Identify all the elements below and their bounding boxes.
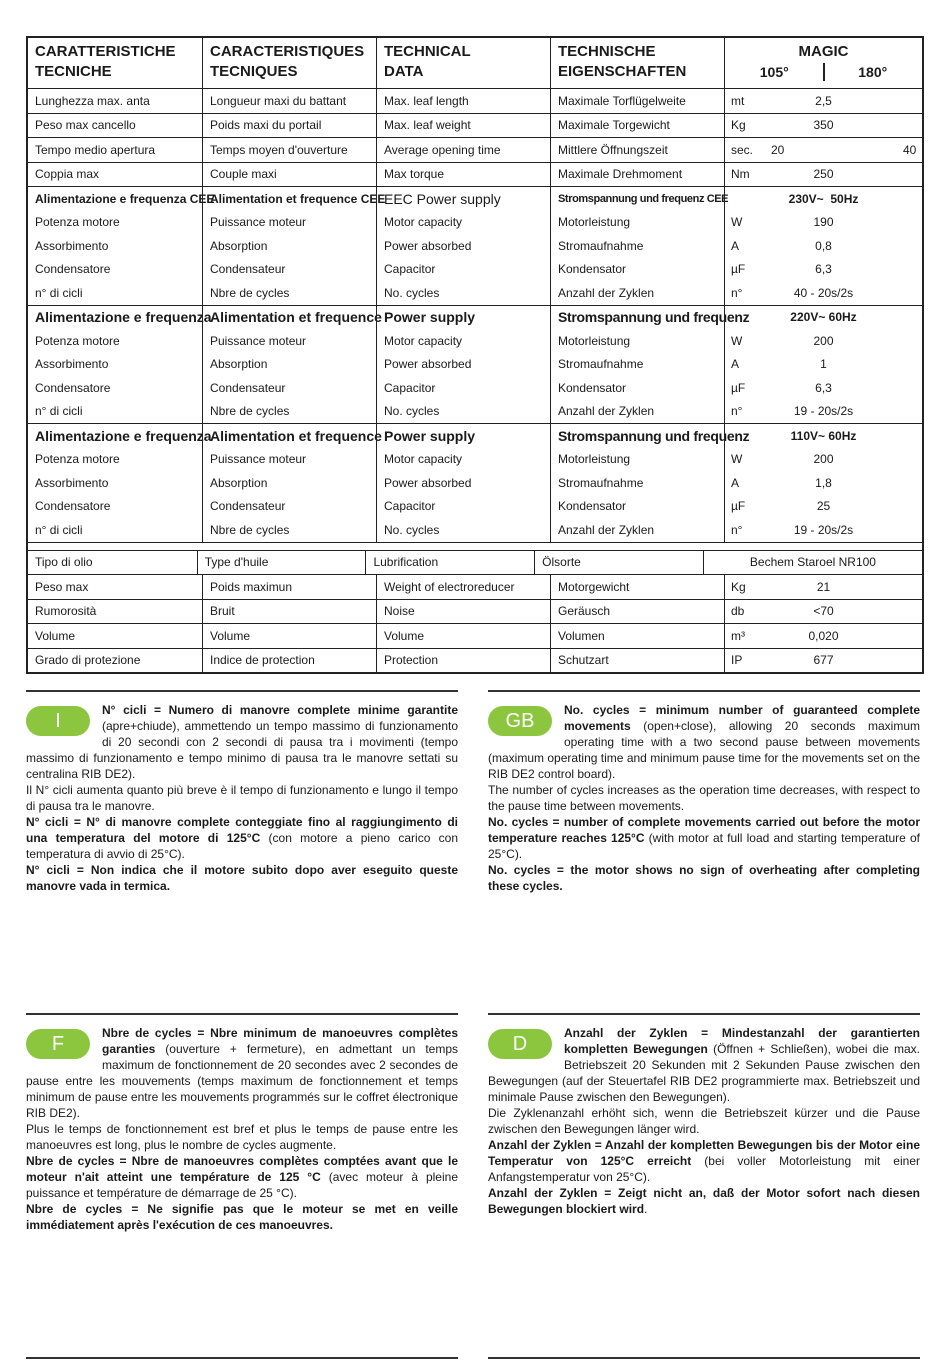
cell-de: Stromaufnahme (550, 353, 724, 377)
cell-it: Condensatore (35, 499, 111, 514)
section-title-de: Stromspannung und frequenz CEE (550, 187, 724, 211)
table-row (28, 574, 922, 599)
table-row (28, 400, 922, 424)
language-badge: F (26, 1029, 90, 1059)
cell-it: Assorbimento (35, 475, 109, 490)
table-row (28, 88, 922, 113)
cell-unit: µF (731, 499, 746, 514)
header-fr (202, 38, 376, 88)
cell-de: Maximale Torflügelweite (550, 89, 724, 113)
cell-unit: µF (731, 380, 746, 395)
cell-value: 350 (813, 118, 834, 133)
cell-it: Condensatore (35, 262, 111, 277)
cell-value: 40 - 20s/2s (793, 285, 854, 300)
cell-fr: Condensateur (202, 376, 376, 400)
cell-en: Weight of electroreducer (376, 575, 550, 599)
note-p4-tail: . (644, 1202, 648, 1216)
header-it (28, 38, 202, 88)
cell-value: 200 (813, 452, 834, 467)
header-en (376, 38, 550, 88)
header-en-line1: TECHNICAL (384, 43, 471, 60)
cell-en: No. cycles (376, 281, 550, 305)
section-title-it: Alimentazione e frequenza (35, 309, 212, 326)
cell-value: 200 (813, 333, 834, 348)
language-badge: GB (488, 706, 552, 736)
magic-variants (725, 62, 922, 82)
table-row (28, 211, 922, 235)
note-p3-bold: No. cycles = number of complete movements carried out before the motor temperature reaches 125°C (488, 815, 920, 845)
cell-value: 0,020 (808, 628, 839, 643)
cell-value: 1 (820, 357, 827, 372)
section-title-en: Power supply (376, 424, 550, 448)
note-p1-text: (open+close), allowing 20 seconds maximum operating time with a two second pause between movements (maximum operating time and minimum pause time for the movements set on the RIB DE2 control board). (488, 719, 920, 781)
table-row (28, 281, 922, 305)
bottom-rule-right (488, 1357, 920, 1359)
note-top-rule (26, 1013, 458, 1015)
cell-value: 19 - 20s/2s (793, 404, 854, 419)
cell-unit: Kg (731, 118, 746, 133)
cell-it: Peso max (35, 579, 89, 594)
header-fr-line2: TECNIQUES (210, 63, 298, 80)
cell-unit: Nm (731, 167, 750, 182)
cell-en: Motor capacity (376, 448, 550, 472)
cell-fr: Bruit (202, 600, 376, 624)
cell-fr: Puissance moteur (202, 211, 376, 235)
note-paragraph-3 (488, 1137, 920, 1185)
cell-en: Average opening time (376, 138, 550, 162)
cell-de: Mittlere Öffnungszeit (550, 138, 724, 162)
note-paragraph-3 (488, 814, 920, 862)
cell-it: Potenza motore (35, 215, 120, 230)
cell-de: Kondensator (550, 495, 724, 519)
cell-it: Assorbimento (35, 238, 109, 253)
header-de-line2: EIGENSCHAFTEN (558, 63, 687, 80)
cell-it: n° di cicli (35, 285, 83, 300)
cell-en: Motor capacity (376, 211, 550, 235)
variant-180: 180° (858, 64, 888, 80)
cell-it: Condensatore (35, 380, 111, 395)
note-paragraph-1 (26, 1025, 458, 1121)
cell-unit: db (731, 604, 745, 619)
cell-en: Protection (376, 649, 550, 673)
note-p1-bold: Anzahl der Zyklen = Mindestanzahl der garantierten kompletten Bewegungen (564, 1026, 920, 1056)
section-title-en: Power supply (376, 306, 550, 330)
cell-fr: Longueur maxi du battant (202, 89, 376, 113)
table-row (28, 518, 922, 542)
cell-fr: Nbre de cycles (202, 518, 376, 542)
cell-fr: Absorption (202, 234, 376, 258)
table-section-header (28, 305, 922, 330)
cell-en: Power absorbed (376, 234, 550, 258)
note-paragraph-4 (26, 862, 458, 894)
cell-de: Maximale Drehmoment (550, 163, 724, 187)
cell-fr: Condensateur (202, 495, 376, 519)
cell-en: Noise (376, 600, 550, 624)
table-row (28, 448, 922, 472)
cell-unit: W (731, 452, 743, 467)
cell-unit: A (731, 238, 740, 253)
section-title-fr: Alimentation et frequence (202, 424, 376, 448)
cell-unit: W (731, 215, 743, 230)
magic-title: MAGIC (798, 43, 849, 60)
table-row (28, 258, 922, 282)
cell-de: Anzahl der Zyklen (550, 281, 724, 305)
header-it-line2: TECNICHE (35, 63, 112, 80)
spec-table (26, 36, 924, 674)
cell-unit: n° (731, 285, 743, 300)
note-p1-text: (Öffnen + Schließen), wobei die max. Betriebszeit 20 Sekunden mit 2 Sekunden Pause zwischen den Bewegungen (auf der Steuertafel RIB DE2 programmierte max. Betriebszeit und minimale Pause zwischen den Bewegungen). (488, 1042, 920, 1104)
header-de (550, 38, 724, 88)
variant-105: 105° (759, 64, 789, 80)
note-paragraph-2: Die Zyklenanzahl erhöht sich, wenn die Betriebszeit kürzer und die Pause zwischen den Bewegungen länger wird. (488, 1106, 920, 1136)
cell-fr: Absorption (202, 353, 376, 377)
cell-value: 677 (813, 653, 834, 668)
cell-value: 1,8 (815, 475, 832, 490)
header-de-line1: TECHNISCHE (558, 43, 656, 60)
note-p4-bold: Nbre de cycles = Ne signifie pas que le moteur se met en veille immédiatement après l'exécution de ces manoeuvres. (26, 1202, 458, 1232)
cell-unit: n° (731, 522, 743, 537)
table-row (28, 162, 922, 187)
cell-de: Anzahl der Zyklen (550, 400, 724, 424)
cell-value: 250 (813, 167, 834, 182)
cell-de: Volumen (550, 624, 724, 648)
note-paragraph-4 (488, 1185, 920, 1217)
cell-unit: n° (731, 404, 743, 419)
note-top-rule (488, 690, 920, 692)
cell-de: Schutzart (550, 649, 724, 673)
cell-de: Motorleistung (550, 211, 724, 235)
note-p4-bold: No. cycles = the motor shows no sign of overheating after completing these cycles. (488, 863, 920, 893)
cell-fr: Indice de protection (202, 649, 376, 673)
cell-it: Grado di protezione (35, 653, 141, 668)
table-row (28, 353, 922, 377)
table-row (28, 234, 922, 258)
cell-de: Stromaufnahme (550, 234, 724, 258)
section-title-en: EEC Power supply (376, 187, 550, 211)
table-row (28, 623, 922, 648)
note-paragraph-3 (26, 1153, 458, 1201)
language-badge: D (488, 1029, 552, 1059)
note-paragraph-1 (26, 702, 458, 782)
table-row (28, 113, 922, 138)
note-p3-bold: Nbre de cycles = Nbre de manoeuvres complètes comptées avant que le moteur n'ait atteint une température de 125 °C (26, 1154, 458, 1184)
note-p1-bold: Nbre de cycles = Nbre minimum de manoeuvres complètes garanties (102, 1026, 458, 1056)
table-row (28, 329, 922, 353)
cell-unit: Kg (731, 579, 746, 594)
cell-fr: Type d'huile (197, 551, 366, 575)
cell-it: Peso max cancello (35, 118, 136, 133)
table-row (28, 471, 922, 495)
note-p1-bold: N° cicli = Numero di manovre complete minime garantite (102, 703, 458, 717)
cell-de: Motorleistung (550, 329, 724, 353)
cell-de: Maximale Torgewicht (550, 114, 724, 138)
table-header (28, 38, 922, 88)
cell-it: Volume (35, 628, 76, 643)
table-row (28, 137, 922, 162)
cell-unit: A (731, 357, 740, 372)
cell-value: 6,3 (815, 262, 832, 277)
cell-fr: Couple maxi (202, 163, 376, 187)
cell-fr: Nbre de cycles (202, 400, 376, 424)
cell-de: Ölsorte (534, 551, 703, 575)
cell-de: Anzahl der Zyklen (550, 518, 724, 542)
cell-it: Lunghezza max. anta (35, 93, 150, 108)
cell-it: Tipo di olio (35, 555, 93, 570)
cell-it: Tempo medio apertura (35, 142, 156, 157)
cell-en: No. cycles (376, 400, 550, 424)
section-supply-value: 220V~ 60Hz (790, 310, 857, 325)
note-paragraph-3 (26, 814, 458, 862)
note-paragraph-2: Il N° cicli aumenta quanto più breve è il tempo di funzionamento e lungo il tempo di pausa tra le manovre. (26, 783, 458, 813)
cell-unit: mt (731, 93, 745, 108)
table-row (28, 648, 922, 673)
cell-value: Bechem Staroel NR100 (749, 555, 876, 570)
note-paragraph-2: Plus le temps de fonctionnement est bref et plus le temps de pause entre les manoeuvres est long, plus le nombre de cycles augmente. (26, 1122, 458, 1152)
note-paragraph-4 (26, 1201, 458, 1233)
section-title-it: Alimentazione e frequenza (35, 427, 212, 444)
cell-en: Motor capacity (376, 329, 550, 353)
table-row (28, 599, 922, 624)
cell-value: 2,5 (815, 93, 832, 108)
language-badge: I (26, 706, 90, 736)
cell-fr: Temps moyen d'ouverture (202, 138, 376, 162)
cell-unit: m³ (731, 628, 745, 643)
cell-value: 6,3 (815, 380, 832, 395)
cell-fr: Absorption (202, 471, 376, 495)
section-supply-value: 230V~ 50Hz (788, 191, 859, 206)
cell-value: 21 (816, 579, 831, 594)
cell-value: 19 - 20s/2s (793, 522, 854, 537)
note-paragraph-4 (488, 862, 920, 894)
cell-it: Potenza motore (35, 333, 120, 348)
header-fr-line1: CARACTERISTIQUES (210, 43, 365, 60)
cell-en: Max. leaf length (376, 89, 550, 113)
note-paragraph-1 (488, 1025, 920, 1105)
cell-de: Motorgewicht (550, 575, 724, 599)
cell-value: <70 (813, 604, 834, 619)
cell-it: Rumorosità (35, 604, 97, 619)
section-supply-value: 110V~ 60Hz (790, 428, 857, 443)
note-p3-text: (with motor at full load and starting temperature of 25°C). (488, 831, 920, 861)
cell-en: Capacitor (376, 376, 550, 400)
cell-en: Power absorbed (376, 353, 550, 377)
note-p3-bold: Anzahl der Zyklen = Anzahl der kompletten Bewegungen bis der Motor eine Temperatur von 125°C erreicht (488, 1138, 920, 1168)
cell-it: n° di cicli (35, 522, 83, 537)
note-p4-bold: N° cicli = Non indica che il motore subito dopo aver eseguito queste manovre vada in termica. (26, 863, 458, 893)
table-row (28, 550, 922, 575)
note-p1-bold: No. cycles = minimum number of guaranteed complete movements (564, 703, 920, 733)
table-section-header (28, 186, 922, 211)
note-p4-bold: Anzahl der Zyklen = Zeigt nicht an, daß der Motor sofort nach diesen Bewegungen blockiert wird (488, 1186, 920, 1216)
cell-value-180: 40 (903, 142, 917, 157)
cell-value-105: 20 (771, 142, 785, 157)
note-p3-text: (avec moteur à pleine puissance et température de démarrage de 25 °C). (26, 1170, 458, 1200)
cell-de: Stromaufnahme (550, 471, 724, 495)
cell-fr: Puissance moteur (202, 448, 376, 472)
cell-it: Coppia max (35, 167, 100, 182)
header-magic (724, 38, 922, 88)
table-section-header (28, 423, 922, 448)
cell-en: Max torque (376, 163, 550, 187)
note-paragraph-1 (488, 702, 920, 782)
section-title-de: Stromspannung und frequenz (550, 424, 724, 448)
note-p3-text: (con motore a pieno carico con temperatura di avvio di 25°C). (26, 831, 458, 861)
note-top-rule (488, 1013, 920, 1015)
note-top-rule (26, 690, 458, 692)
cell-en: Capacitor (376, 258, 550, 282)
table-row (28, 376, 922, 400)
cell-de: Kondensator (550, 376, 724, 400)
cell-de: Geräusch (550, 600, 724, 624)
header-en-line2: DATA (384, 63, 424, 80)
cell-fr: Poids maxi du portail (202, 114, 376, 138)
cell-it: n° di cicli (35, 404, 83, 419)
cell-unit: µF (731, 262, 746, 277)
cell-en: Max. leaf weight (376, 114, 550, 138)
cell-value: 190 (813, 215, 834, 230)
cell-unit: sec. (731, 142, 754, 157)
cell-fr: Nbre de cycles (202, 281, 376, 305)
header-it-line1: CARATTERISTICHE (35, 43, 176, 60)
cell-value: 0,8 (815, 238, 832, 253)
table-row (28, 495, 922, 519)
cell-en: Capacitor (376, 495, 550, 519)
cell-fr: Poids maximun (202, 575, 376, 599)
section-title-de: Stromspannung und frequenz (550, 306, 724, 330)
cell-de: Motorleistung (550, 448, 724, 472)
cell-it: Potenza motore (35, 452, 120, 467)
cell-en: Volume (376, 624, 550, 648)
cell-en: No. cycles (376, 518, 550, 542)
table-spacer (28, 542, 922, 550)
cell-value: 25 (816, 499, 831, 514)
cell-en: Power absorbed (376, 471, 550, 495)
section-title-fr: Alimentation et frequence (202, 306, 376, 330)
note-paragraph-2: The number of cycles increases as the operation time decreases, with respect to the pause time between movements. (488, 783, 920, 813)
note-p1-text: (ouverture + fermeture), en admettant un temps maximum de fonctionnement de 20 secondes avec 2 secondes de pause entre les mouvements (temps maximum de fonctionnement et temps minimum de pause entre les mouvements programmés sur le coffret électronique RIB DE2). (26, 1042, 458, 1120)
section-title-fr: Alimentation et frequence CEE (202, 187, 376, 211)
bottom-rule-left (26, 1357, 458, 1359)
cell-de: Kondensator (550, 258, 724, 282)
cell-unit: IP (731, 653, 743, 668)
cell-fr: Volume (202, 624, 376, 648)
note-p3-bold: N° cicli = N° di manovre complete conteggiate fino al raggiungimento di una temperatura del motore di 125°C (26, 815, 458, 845)
section-title-it: Alimentazione e frequenza CEE (35, 191, 215, 206)
cell-unit: W (731, 333, 743, 348)
cell-unit: A (731, 475, 740, 490)
cell-en: Lubrification (365, 551, 534, 575)
cell-it: Assorbimento (35, 357, 109, 372)
cell-fr: Puissance moteur (202, 329, 376, 353)
variant-divider (823, 63, 825, 81)
note-p1-text: (apre+chiude), ammettendo un tempo massimo di funzionamento di 20 secondi con 2 secondi di pausa tra i movimenti (tempo massimo di funzionamento e tempo minimo di pausa tra le manovre settati su centralina RIB DE2). (26, 719, 458, 781)
cell-fr: Condensateur (202, 258, 376, 282)
note-p3-text: (bei voller Motorleistung mit einer Anfangstemperatur von 25°C). (488, 1154, 920, 1184)
